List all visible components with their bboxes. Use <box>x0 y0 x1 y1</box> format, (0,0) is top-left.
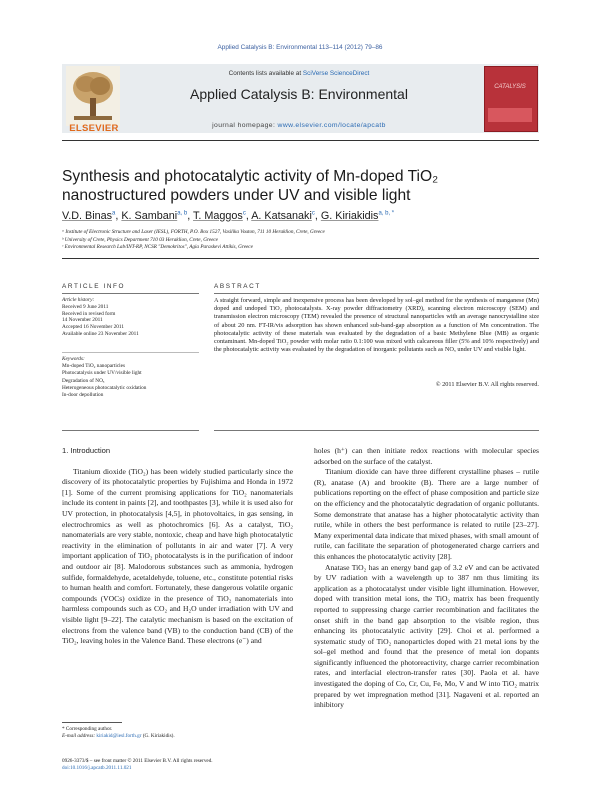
cover-stripe <box>488 108 532 122</box>
doi-link[interactable]: doi:10.1016/j.apcatb.2011.11.021 <box>62 765 132 772</box>
body-column-right <box>314 446 539 711</box>
author-name[interactable]: G. Kiriakidis <box>320 210 379 222</box>
history-item: 14 November 2011 <box>62 317 103 324</box>
contents-line <box>130 70 468 77</box>
contents-prefix: Contents lists available at <box>228 70 303 77</box>
publisher-name: ELSEVIER <box>69 123 119 134</box>
history-item: Accepted 16 November 2011 <box>62 324 125 331</box>
issn: 0926-3373/$ – see front matter © 2011 Elsevier B.V. All rights reserved. <box>62 758 213 764</box>
issn-line <box>62 758 362 772</box>
keyword: Heterogeneous photocatalytic oxidation <box>62 384 147 391</box>
author-affiliation-marker: c <box>242 210 246 217</box>
author-affiliation-marker: a <box>112 210 116 217</box>
author-name[interactable]: K. Sambani <box>121 210 178 222</box>
keyword: Photocatalysis under UV/visible light <box>62 370 142 377</box>
author-name[interactable]: A. Katsanaki <box>251 210 312 222</box>
section-heading: 1. Introduction <box>62 446 111 455</box>
keywords <box>62 356 202 399</box>
author-affiliation-marker: a, b <box>177 210 188 217</box>
body-paragraph: holes (h⁺) can then initiate redox reactions with molecular species adsorbed on the surface of the catalyst. <box>314 446 539 466</box>
author-name[interactable]: T. Maggos <box>193 210 243 222</box>
email-label: E-mail address: <box>62 733 97 740</box>
keywords-label: Keywords: <box>62 356 85 362</box>
email-suffix: (G. Kiriakidis). <box>141 733 175 740</box>
history-list <box>62 304 202 338</box>
sciencedirect-link[interactable]: SciVerse ScienceDirect <box>302 70 370 77</box>
body-paragraph: Titanium dioxide (TiO₂) has been widely studied particularly since the discovery of its photocatalytic properties by Fujishima and Honda in 1972 [1]. Some of the current promising applications for TiO₂ nanomaterials include its content in paints [2], and toothpastes [3], while it is used also for UV protection, in photocatalysis [4,5], in photovoltaics, in gas sensing, in electrochromics as well as photochromics [6]. As a catalyst, TiO₂ nanomaterials are very stable, nontoxic, cheap and have high photocatalytic reactivity in the elimination of pollutants in air and water [7]. A very important application of TiO₂ photocatalysts is in the purification of indoor and outdoor air [8]. Malodorous substances such as ammonia, hydrogen sulfide, formaldehyde, acetaldehyde, toluene, etc., constitute potential risks to human health and comfort. Fortunately, these dangerous volatile organic compounds (VOCs) oxidize in the presence of TiO₂ nanomaterials into harmless compounds such as CO₂ and H₂O under irradiation with UV and visible light [9–22]. The catalytic mechanism is based on the excitation of electrons from the valence band (VB) to the conduction band (CB) of the TiO₂, leaving holes in the Valence Band. These electrons (e⁻) and <box>62 466 293 646</box>
footnote-divider <box>62 722 122 723</box>
affiliation: ᵃ Institute of Electronic Structure and Laser (IESL), FORTH, P.O. Box 1527, Vasilika Vouton, 711 10 Heraklion, Crete, Greece <box>62 229 325 235</box>
author-affiliation-marker: a, b, * <box>378 210 395 217</box>
left-paragraphs <box>62 467 293 647</box>
email-link[interactable]: kiriakid@iesl.forth.gr <box>96 733 142 740</box>
homepage-link[interactable]: www.elsevier.com/locate/apcatb <box>277 122 386 129</box>
homepage-line <box>130 122 468 129</box>
journal-title: Applied Catalysis B: Environmental <box>190 86 408 102</box>
body-column-left <box>62 446 293 647</box>
affiliation: ᶜ Environmental Research Lab/INT-RP, NCSR "Demokritos", Agia Paraskevi Attikis, Greece <box>62 244 253 250</box>
journal-cover-image <box>484 66 538 132</box>
divider <box>62 293 199 294</box>
footnote <box>62 726 293 740</box>
history-label: Article history: <box>62 297 95 303</box>
article-history <box>62 297 202 338</box>
divider <box>214 293 539 294</box>
divider <box>62 430 199 431</box>
author-name[interactable]: V.D. Binas <box>62 210 113 222</box>
author-list: V.D. Binas$^a$, K. Sambani$^{a, b}$, T. Maggos$^c$, A. Katsanaki$^c$, G. Kiriakidis$^{a, b, *}$ <box>62 210 395 222</box>
elsevier-tree-logo <box>66 66 120 126</box>
history-item: Received in revised form <box>62 310 116 317</box>
history-item: Received 9 June 2011 <box>62 303 109 310</box>
corresponding-author-note: * Corresponding author. <box>62 726 113 732</box>
keyword: Degradation of NOₓ <box>62 377 105 384</box>
email-line <box>62 733 293 740</box>
keyword: In-door depollution <box>62 392 104 399</box>
paper-title: Synthesis and photocatalytic activity of Mn-doped TiO₂ nanostructured powders under UV and visible light <box>62 168 439 204</box>
history-item: Available online 23 November 2011 <box>62 330 139 337</box>
divider <box>62 352 199 353</box>
right-paragraphs <box>314 446 539 711</box>
copyright: © 2011 Elsevier B.V. All rights reserved. <box>435 381 539 388</box>
affiliations <box>62 229 542 252</box>
divider <box>214 430 539 431</box>
article-info-heading: ARTICLE INFO <box>62 283 126 290</box>
affiliation: ᵇ University of Crete, Physics Department 710 03 Heraklion, Crete, Greece <box>62 236 218 243</box>
keyword-list <box>62 363 202 399</box>
abstract-heading: ABSTRACT <box>214 283 261 290</box>
cover-title: CATALYSIS <box>494 84 526 90</box>
homepage-prefix: journal homepage: <box>212 122 278 129</box>
body-paragraph: Anatase TiO₂ has an energy band gap of 3.2 eV and can be activated by UV radiation with a wavelength up to 387 nm thus limiting its application as a photocatalyst under visible light illumination. However, doped with transition metal ions, the TiO₂ matrix has been frequently reported to suppressing charge carrier recombination and facilitates the onset shift in the band gap absorption to the visible region, thus enhancing its photocatalytic activity [29]. Choi et al. performed a systematic study of TiO₂ nanoparticles doped with 21 metal ions by the sol–gel method and found that the presence of metal ion dopants significantly influenced the photoreactivity, charge carrier recombination rates, and interfacial electron-transfer rates [30]. Paola et al. have investigated the doping of Co, Cr, Cu, Fe, Mo, V and W into TiO₂ matrix prepared by wet impregnation method [31]. Nagaveni et al. reported an inhibitory <box>314 562 539 710</box>
divider <box>62 258 539 259</box>
divider <box>62 140 539 141</box>
author-affiliation-marker: c <box>311 210 315 217</box>
keyword: Mn-doped TiO₂ nanoparticles <box>62 363 126 370</box>
journal-reference: Applied Catalysis B: Environmental 113–114 (2012) 79–86 <box>217 44 383 51</box>
abstract-text: A straight forward, simple and inexpensive process has been developed by sol–gel method for the synthesis of manganese (Mn) doped and undoped TiO₂ photocatalysts. X-ray powder diffractometry (XRD), scanning electron microscopy (SEM) and transmission electron microscopy (TEM) revealed the presence of structural nanoparticles with an average nanocrystalline size of about 20 nm. FT-IR/vis adsorption has shown enhanced sub-band-gap absorption as a function of Mn concentration. The photocatalytic activity of these materials was evaluated by the degradation of a basic Methylene Blue (MB) as organic contaminant. Mn-doped TiO₂ powder with molar ratio 0.1:100 was mixed with calcareous filler (5% and 10% respectively) and the photocatalytic activity was evaluated by the degradation of inorganic pollutants such as NOₓ under UV and visible light. <box>214 297 539 354</box>
body-paragraph: Titanium dioxide can have three different crystalline phases – rutile (R), anatase (A) and brookite (B). There are a large number of publications reporting on the effect of phase composition and particle size on the efficiency and the photocatalytic degradation of organic pollutants. Some demonstrate that anatase has a higher photocatalytic activity than rutile, while in others the best performance is related to rutile [23–27]. Many experimental data indicate that mixed phases, with small amount of rutile, can facilitate the separation of photogenerated charge carriers and this enhances the photocatalytic activity [28]. <box>314 467 539 561</box>
